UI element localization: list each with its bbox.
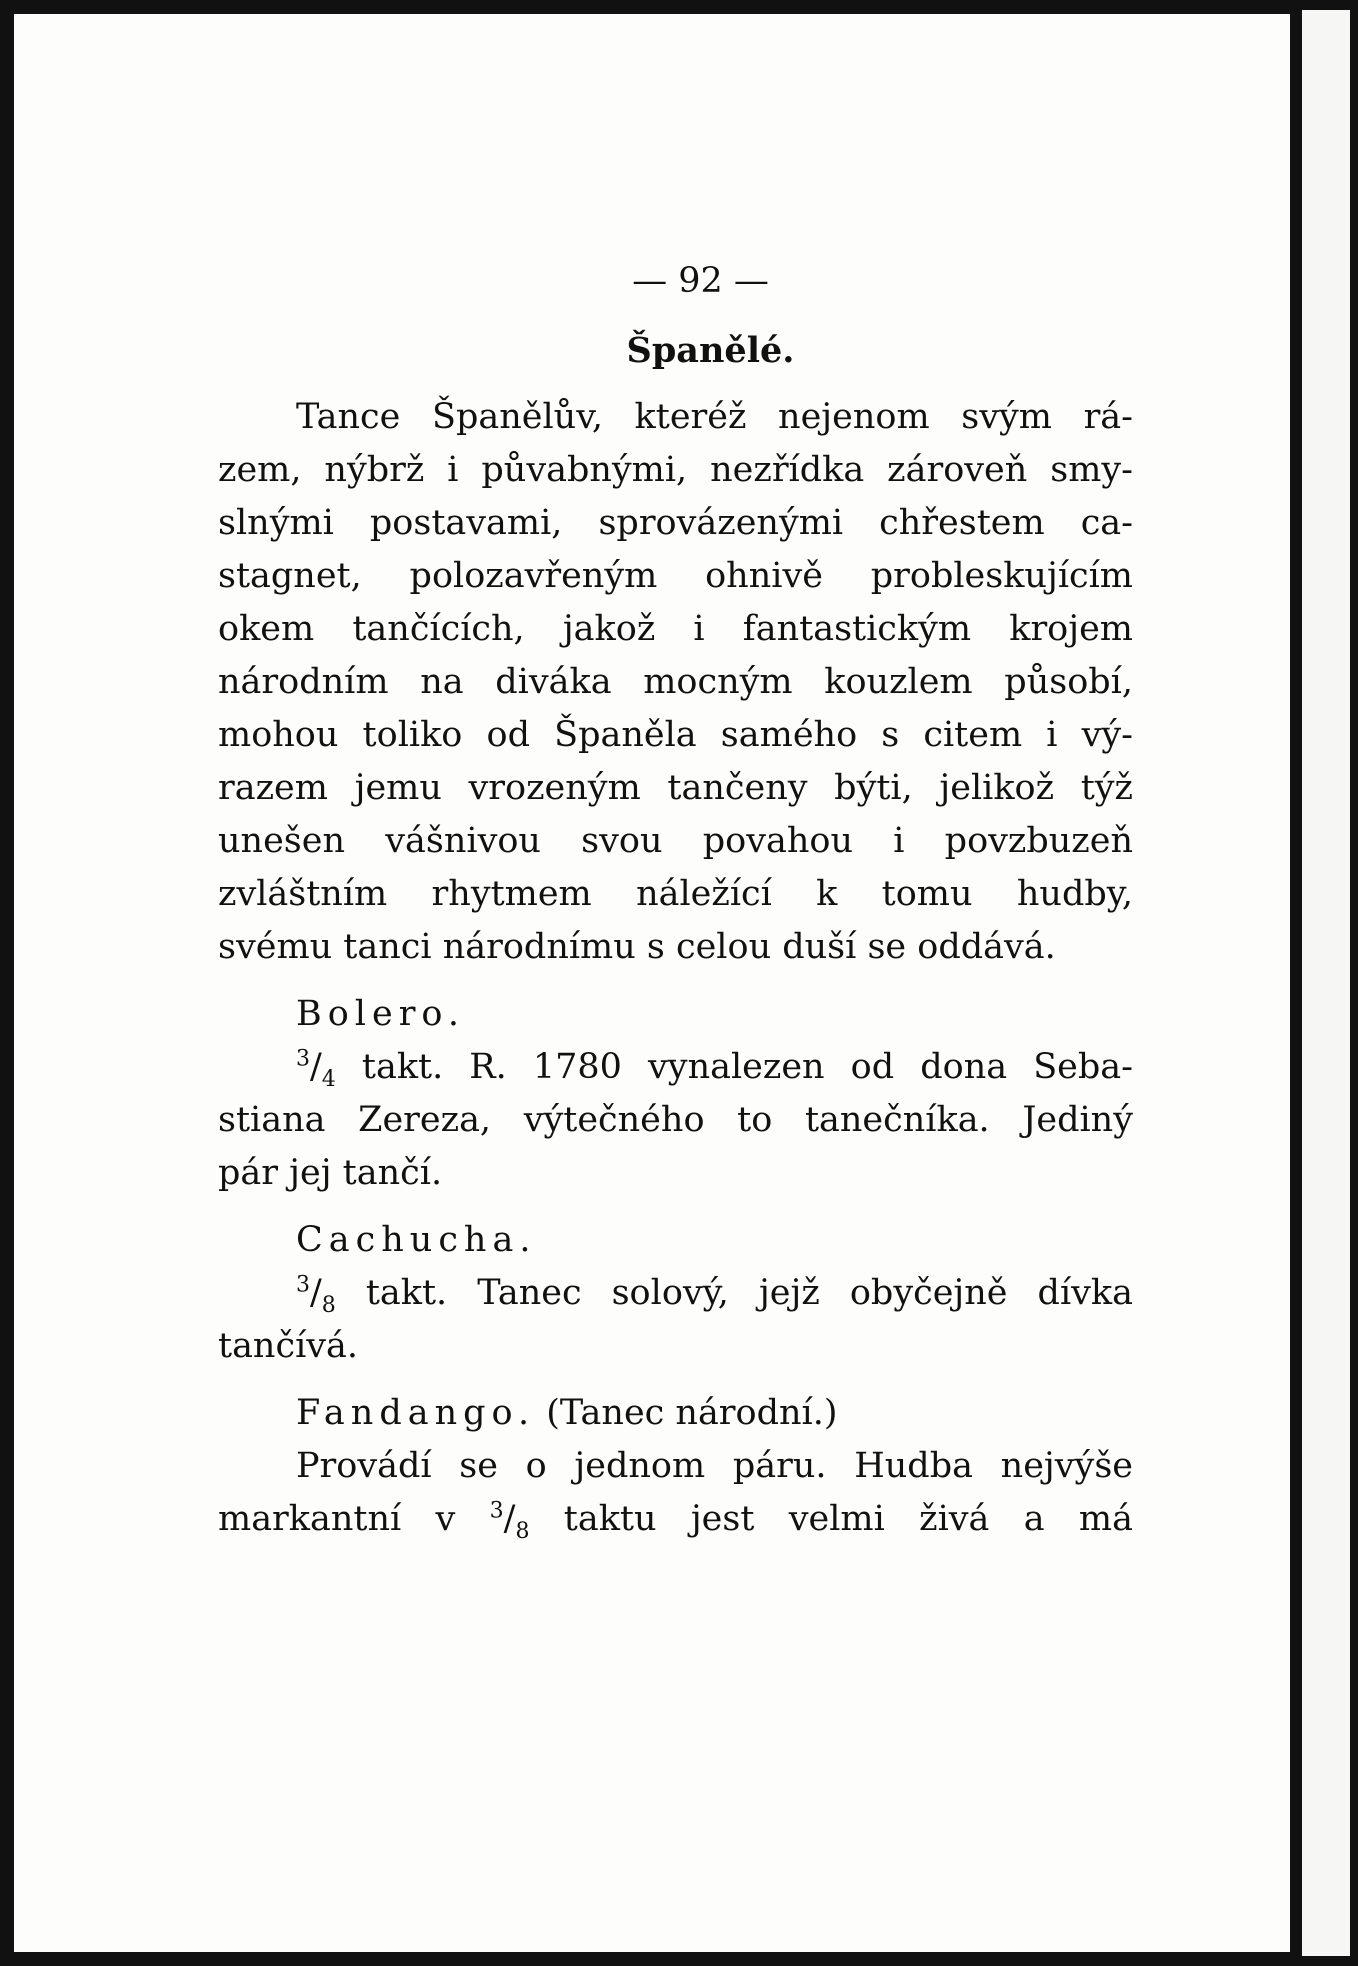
intro-paragraph (218, 391, 1133, 974)
time-signature: $^3/_8$ (296, 1272, 336, 1318)
dance-entry-fandango (218, 1387, 1133, 1546)
paragraph-line: slnými postavami, sprovázenými chřestem ca- (218, 503, 1133, 543)
paragraph-line: stagnet, polozavřeným ohnivě probleskujícím (218, 556, 1133, 596)
dance-heading: Fandango. (Tanec národní.) (296, 1393, 838, 1433)
paragraph-line: okem tančících, jakož i fantastickým krojem (218, 609, 1133, 649)
entry-line: tančívá. (218, 1326, 359, 1366)
entry-line: pár jej tančí. (218, 1153, 443, 1193)
adjacent-page-edge (1302, 10, 1350, 1956)
paragraph-line: národním na diváka mocným kouzlem působí, (218, 662, 1133, 702)
dance-heading: Bolero. (296, 994, 466, 1034)
dance-entry-cachucha (218, 1214, 1133, 1373)
entry-line: $^3/_4$ takt. R. 1780 vynalezen od dona Seba- (296, 1046, 1133, 1092)
entry-line: markantní v $^3/_8$ taktu jest velmi živá a má (218, 1498, 1133, 1544)
time-signature: $^3/_8$ (489, 1498, 530, 1544)
entry-line: $^3/_8$ takt. Tanec solový, jejž obyčejně dívka (296, 1272, 1133, 1318)
paragraph-line: svému tanci národnímu s celou duší se oddává. (218, 927, 1056, 967)
paragraph-line: unešen vášnivou svou povahou i povzbuzeň (218, 821, 1133, 861)
paragraph-line: zvláštním rhytmem náležící k tomu hudby, (218, 874, 1133, 914)
entry-line: Provádí se o jednom páru. Hudba nejvýše (296, 1446, 1133, 1486)
section-title: Španělé. (626, 330, 795, 371)
dance-entry-bolero (218, 988, 1133, 1200)
paragraph-line: zem, nýbrž i půvabnými, nezřídka zároveň smy- (218, 450, 1133, 490)
time-signature: $^3/_4$ (296, 1046, 336, 1092)
paragraph-line: Tance Španělův, kteréž nejenom svým rá- (296, 397, 1133, 437)
paragraph-line: mohou toliko od Španěla samého s citem i vý- (218, 715, 1133, 755)
page-number: — 92 — (632, 261, 769, 301)
entry-line: stiana Zereza, výtečného to tanečníka. Jediný (218, 1100, 1133, 1140)
paragraph-line: razem jemu vrozeným tančeny býti, jelikož týž (218, 768, 1133, 808)
page-text (218, 255, 1133, 1546)
dance-heading: Cachucha. (296, 1220, 537, 1260)
